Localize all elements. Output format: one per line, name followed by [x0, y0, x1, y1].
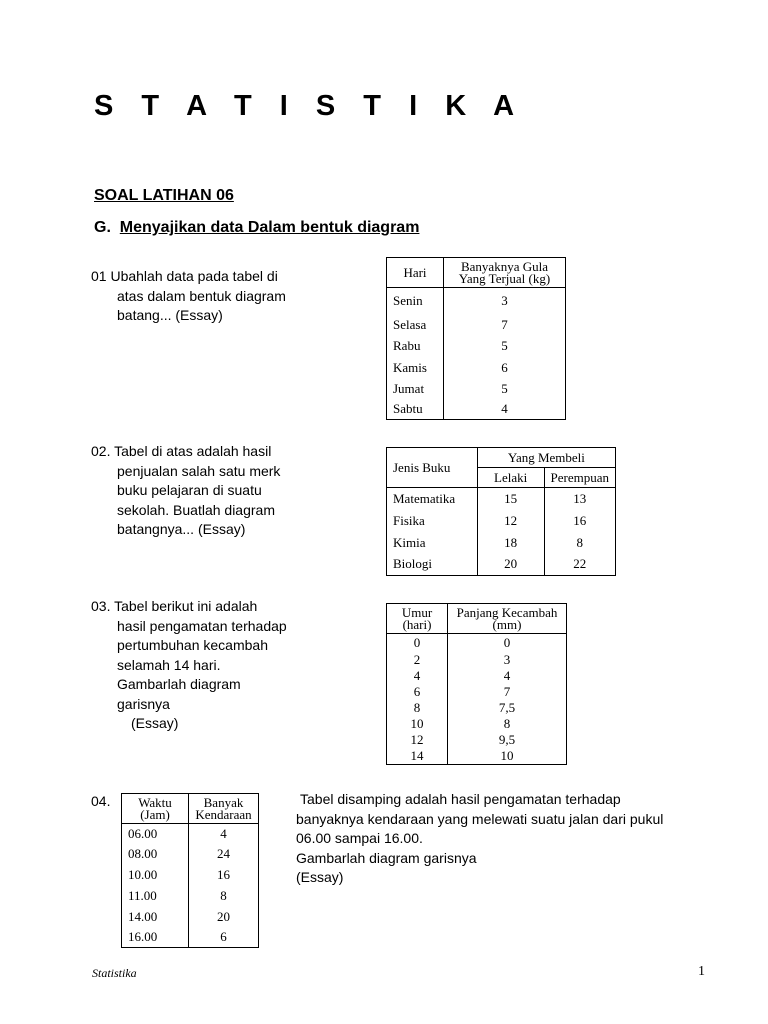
table-cell: 10: [387, 716, 448, 732]
table-cell: 22: [544, 554, 615, 576]
section-text: Menyajikan data Dalam bentuk diagram: [119, 219, 420, 236]
question-line: (Essay): [296, 869, 344, 885]
header-line: Banyak: [203, 794, 244, 810]
table-cell: 7,5: [448, 700, 567, 716]
table-cell: 16: [544, 510, 615, 532]
table-cell: 4: [387, 668, 448, 684]
question-line: selamah 14 hari.: [117, 656, 221, 673]
question-line: 02. Tabel di atas adalah hasil: [91, 443, 272, 459]
question-line: garisnya: [117, 695, 170, 712]
table-cell: Fisika: [387, 510, 478, 532]
header-line: Waktu: [138, 794, 172, 810]
table-cell: 8: [544, 532, 615, 554]
question-3: [91, 597, 287, 734]
header-panjang: [448, 604, 567, 634]
table-cell: 8: [387, 700, 448, 716]
table-cell: 7: [444, 315, 566, 336]
table-gula: [386, 257, 566, 420]
question-line: hasil pengamatan terhadap: [117, 617, 287, 634]
table-buku: [386, 447, 616, 576]
question-line: buku pelajaran di suatu: [117, 482, 262, 498]
header-line: Banyaknya Gula: [460, 258, 548, 274]
question-line: 01 Ubahlah data pada tabel di: [91, 268, 278, 284]
table-cell: Matematika: [387, 488, 478, 510]
table-cell: 20: [189, 907, 259, 928]
table-cell: 11.00: [122, 886, 189, 907]
table-cell: 4: [448, 668, 567, 684]
table-cell: 20: [477, 554, 544, 576]
table-cell: 0: [387, 634, 448, 652]
table-kendaraan: [121, 793, 259, 948]
table-cell: 13: [544, 488, 615, 510]
document-title: S T A T I S T I K A: [94, 90, 525, 122]
question-line: Gambarlah diagram garisnya: [296, 849, 477, 866]
table-cell: 16.00: [122, 928, 189, 948]
header-umur: [387, 604, 448, 634]
question-line: batang... (Essay): [117, 307, 223, 323]
header-line: Yang Terjual (kg): [458, 270, 551, 286]
question-line: Tabel disamping adalah hasil pengamatan terhadap: [300, 791, 621, 807]
table-cell: 4: [444, 400, 566, 420]
table-cell: Rabu: [387, 336, 444, 357]
table-cell: 18: [477, 532, 544, 554]
table-cell: 08.00: [122, 844, 189, 865]
table-cell: 6: [189, 928, 259, 948]
table-cell: 8: [189, 886, 259, 907]
header-banyak: [444, 258, 566, 288]
header-lelaki: Lelaki: [477, 468, 544, 488]
footer-label: Statistika: [92, 966, 137, 980]
table-cell: Jumat: [387, 379, 444, 400]
table-cell: Kimia: [387, 532, 478, 554]
table-cell: 3: [448, 652, 567, 668]
question-line: 06.00 sampai 16.00.: [296, 830, 423, 846]
page-number: 1: [698, 964, 705, 979]
table-cell: 12: [477, 510, 544, 532]
question-line: penjualan salah satu merk: [117, 462, 281, 479]
table-cell: Sabtu: [387, 400, 444, 420]
table-cell: 7: [448, 684, 567, 700]
table-kecambah: [386, 603, 567, 765]
question-line: atas dalam bentuk diagram: [117, 287, 286, 304]
section-letter: G.: [94, 219, 111, 236]
table-cell: Biologi: [387, 554, 478, 576]
table-cell: 06.00: [122, 824, 189, 844]
header-line: (hari): [402, 616, 432, 632]
table-cell: 14.00: [122, 907, 189, 928]
header-yang-membeli: Yang Membeli: [477, 448, 615, 468]
question-line: sekolah. Buatlah diagram: [117, 501, 275, 518]
exercise-heading: SOAL LATIHAN 06: [94, 187, 234, 204]
table-cell: 6: [444, 357, 566, 379]
table-cell: 0: [448, 634, 567, 652]
table-cell: Kamis: [387, 357, 444, 379]
header-line: Kendaraan: [195, 806, 252, 822]
table-cell: 10: [448, 748, 567, 765]
table-cell: 6: [387, 684, 448, 700]
table-cell: Selasa: [387, 315, 444, 336]
table-cell: 10.00: [122, 865, 189, 886]
header-waktu: [122, 794, 189, 824]
table-cell: 5: [444, 379, 566, 400]
table-cell: 12: [387, 732, 448, 748]
question-1: [91, 267, 286, 326]
table-cell: Senin: [387, 288, 444, 315]
header-perempuan: Perempuan: [544, 468, 615, 488]
table-cell: 16: [189, 865, 259, 886]
question-4-number: 04.: [91, 793, 111, 809]
question-4: [296, 790, 663, 888]
table-cell: 9,5: [448, 732, 567, 748]
question-2: [91, 442, 280, 540]
table-cell: 4: [189, 824, 259, 844]
header-line: (mm): [492, 616, 522, 632]
question-line: banyaknya kendaraan yang melewati suatu jalan dari pukul: [296, 810, 664, 827]
question-line: pertumbuhan kecambah: [117, 637, 268, 653]
table-cell: 8: [448, 716, 567, 732]
table-cell: 2: [387, 652, 448, 668]
table-cell: 24: [189, 844, 259, 865]
question-line: batangnya... (Essay): [117, 521, 246, 537]
table-cell: 15: [477, 488, 544, 510]
question-line: (Essay): [131, 715, 179, 731]
header-line: Umur: [401, 604, 433, 620]
question-line: 03. Tabel berikut ini adalah: [91, 598, 258, 614]
table-cell: 3: [444, 288, 566, 315]
header-line: Panjang Kecambah: [456, 604, 558, 620]
section-heading: [94, 219, 419, 237]
header-line: (Jam): [140, 806, 170, 822]
header-banyak: [189, 794, 259, 824]
header-hari: Hari: [387, 258, 444, 288]
question-line: Gambarlah diagram: [117, 676, 241, 692]
table-cell: 14: [387, 748, 448, 765]
header-jenis-buku: Jenis Buku: [387, 448, 478, 488]
table-cell: 5: [444, 336, 566, 357]
